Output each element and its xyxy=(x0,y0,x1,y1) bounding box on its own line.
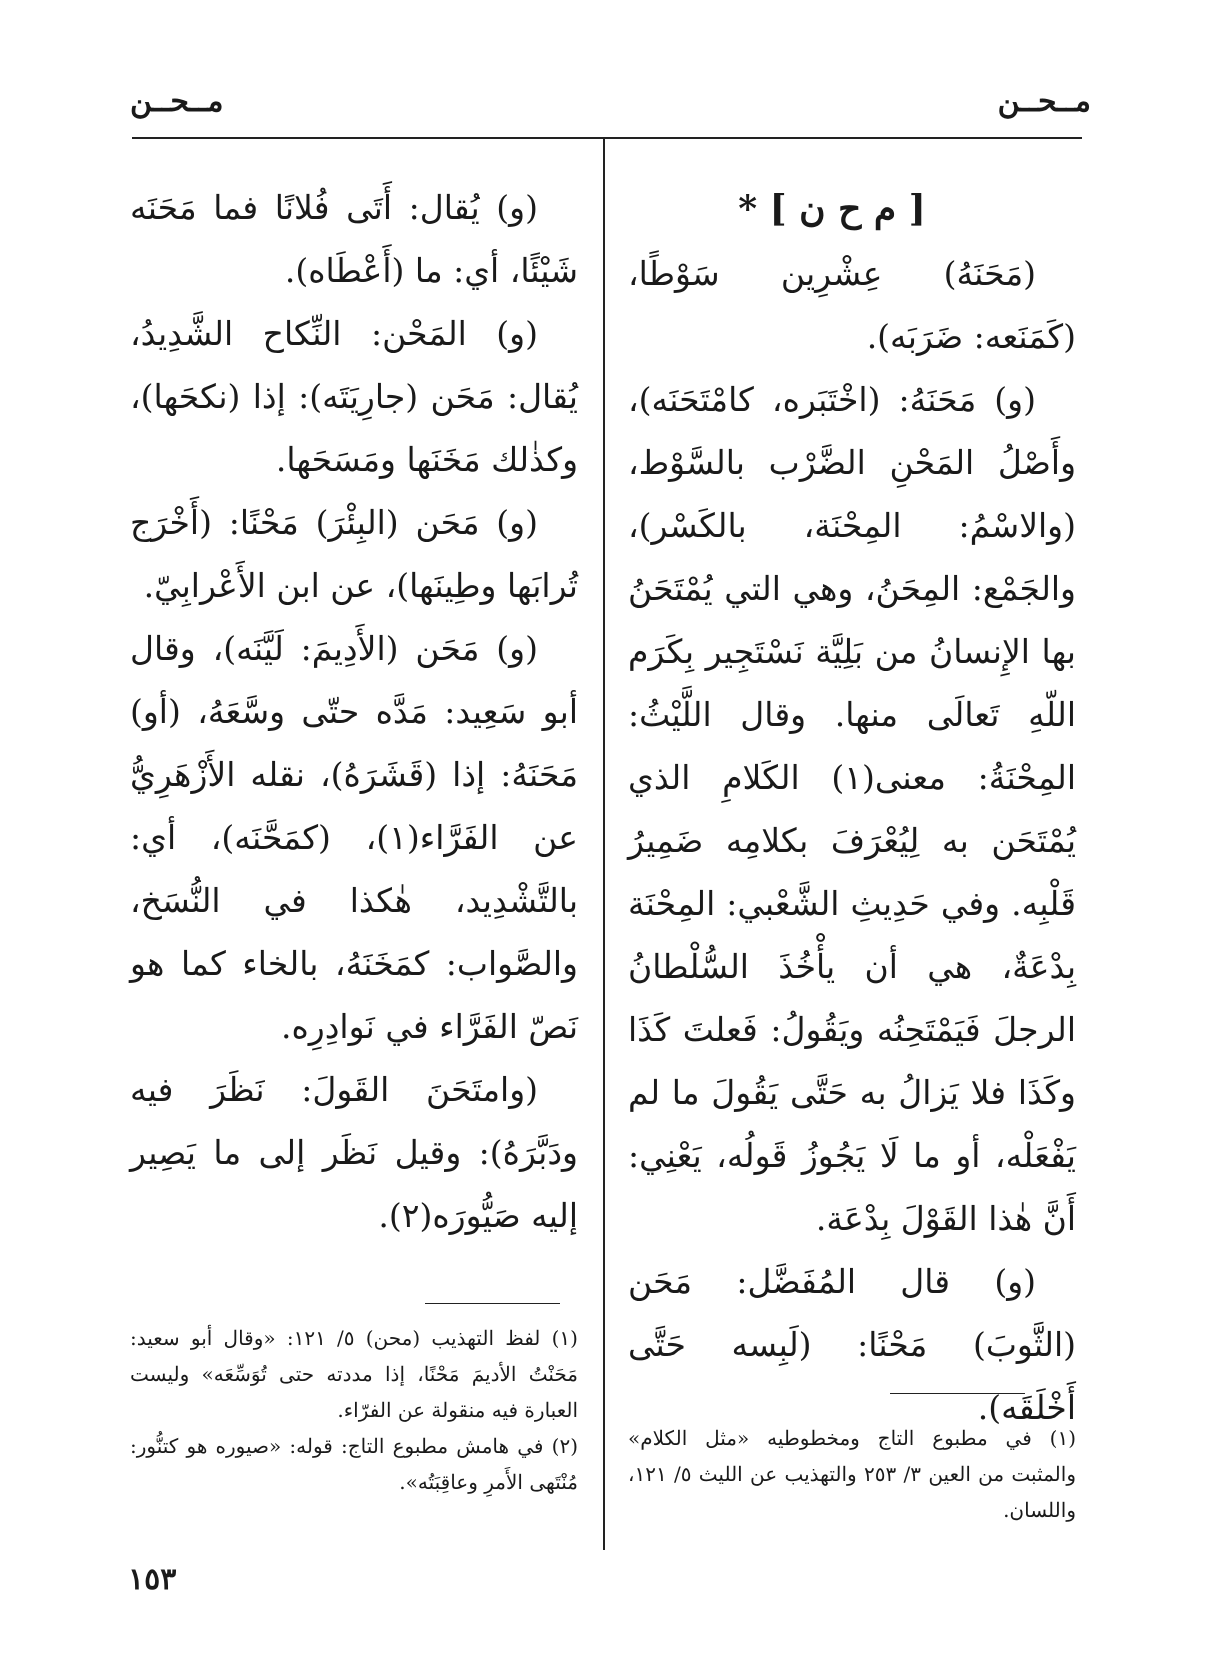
left-column xyxy=(130,176,578,1247)
entry-head: [ م ح ن ] * xyxy=(738,188,926,230)
footnotes-right xyxy=(628,1420,1076,1528)
column-divider xyxy=(603,137,605,1550)
footnote: (١) لفظ التهذيب (محن) ٥/ ١٢١: «وقال أبو سعيد: مَحَنْتُ الأديمَ مَحْنًا، إذا مددته حتى تُوَسِّعَه» وليست العبارة فيه منقولة عن الفرّاء. xyxy=(130,1326,578,1422)
right-column xyxy=(628,176,1076,1439)
footnote-rule-left xyxy=(425,1303,560,1304)
paragraph: (و) يُقال: أَتَى فُلانًا فما مَحَنَه شَيْئًا، أي: ما (أَعْطَاه). xyxy=(130,188,578,290)
header-rule xyxy=(132,137,1082,139)
paragraph: (و) قال المُفَضَّل: مَحَن (الثَّوبَ) مَحْنًا: (لَبِسه حَتَّى أَخْلَقَه). xyxy=(628,1262,1076,1427)
running-head-right: مــحــن xyxy=(997,84,1091,119)
paragraph: (مَحَنَهُ) عِشْرِين سَوْطًا، (كَمَنَعه: ضَرَبَه). xyxy=(628,254,1076,356)
paragraph: (و) مَحَنَهُ: (اخْتَبَره، كامْتَحَنَه)، وأَصْلُ المَحْنِ الضَّرْب بالسَّوْط، (والاسْمُ: المِحْنَة، بالكَسْر)، والجَمْع: المِحَنُ، وهي التي يُمْتَحَنُ بها الإِنسانُ من بَلِيَّة نَسْتَجِير بِكَرَم اللّهِ تَعالَى منها. وقال اللَّيْثُ: المِحْنَةُ: معنى(١) الكَلامِ الذي يُمْتَحَن به لِيُعْرَفَ بكلامِه ضَمِيرُ قَلْبِه. وفي حَدِيثِ الشَّعْبي: المِحْنَة بِدْعَةٌ، هي أن يأْخُذَ السُّلْطانُ الرجلَ فَيَمْتَحِنُه ويَقُولُ: فَعلتَ كَذَا وكَذَا فلا يَزالُ به حَتَّى يَقُولَ ما لم يَفْعَلْه، أو ما لَا يَجُوزُ قَولُه، يَعْنِي: أَنَّ هٰذا القَوْلَ بِدْعَة. xyxy=(628,380,1076,1238)
paragraph: (وامتَحَنَ القَولَ: نَظَرَ فيه ودَبَّرَهُ): وقيل نَظَر إلى ما يَصِير إليه صَيُّورَه(٢). xyxy=(130,1070,578,1235)
footnotes-left xyxy=(130,1320,578,1500)
footnote: (١) في مطبوع التاج ومخطوطيه «مثل الكلام» والمثبت من العين ٣/ ٢٥٣ والتهذيب عن الليث ٥/ ١٢١، واللسان. xyxy=(628,1426,1076,1522)
paragraph: (و) مَحَن (البِئْرَ) مَحْنًا: (أَخْرَج تُرابَها وطِينَها)، عن ابن الأَعْرابِيّ. xyxy=(130,503,578,605)
page-number: ١٥٣ xyxy=(128,1562,177,1597)
paragraph: (و) مَحَن (الأَدِيمَ: لَيَّنَه)، وقال أبو سَعِيد: مَدَّه حتّى وسَّعَهُ، (أو) مَحَنَهُ: إذا (قَشَرَهُ)، نقله الأَزْهَرِيُّ عن الفَرَّاء(١)، (كمَحَّنَه)، أي: بالتَّشْدِيد، هٰكذا في النُّسَخ، والصَّواب: كمَخَنَهُ، بالخاء كما هو نَصّ الفَرَّاء في نَوادِرِه. xyxy=(130,629,578,1046)
footnote: (٢) في هامش مطبوع التاج: قوله: «صيوره هو كتنُّور: مُنْتَهى الأَمرِ وعاقِبَتُه». xyxy=(130,1434,578,1494)
footnote-rule-right xyxy=(890,1393,1025,1394)
paragraph: (و) المَحْن: النِّكاح الشَّدِيدُ، يُقال: مَحَن (جارِيَتَه): إذا (نكحَها)، وكذٰلك مَخَنَها ومَسَحَها. xyxy=(130,314,578,479)
running-head-left: مــحــن xyxy=(130,84,224,119)
